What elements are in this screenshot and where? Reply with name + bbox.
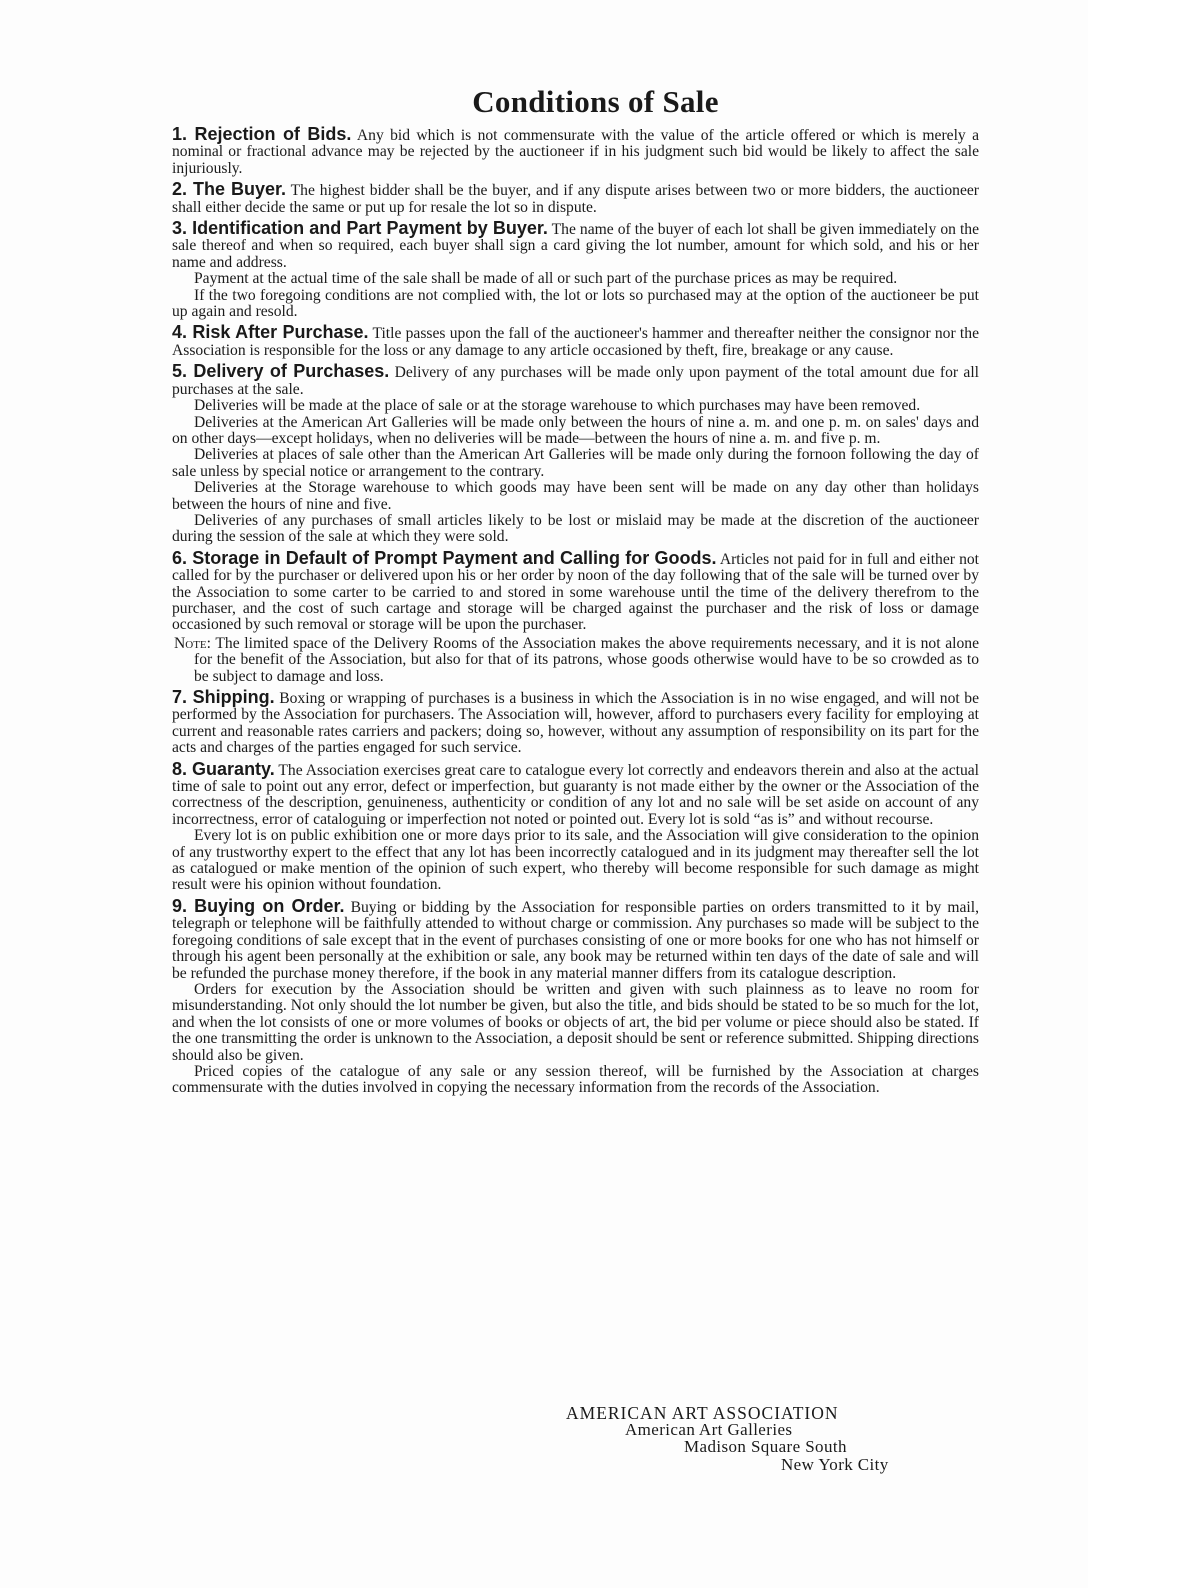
paragraph-text: Deliveries at the Storage warehouse to which goods may have been sent will be made on any day other than holidays between the hours of nine and five. — [172, 479, 979, 513]
section-the-buyer — [172, 181, 979, 216]
paragraph-text: Priced copies of the catalogue of any sale or any session thereof, will be furnished by the Association at charges commensurate with the duties involved in copying the necessary information from the records of the Association. — [172, 1062, 979, 1097]
paragraph-text: The Association exercises great care to catalogue every lot correctly and endeavors therein and also at the actual time of sale to point out any error, defect or imperfection, but guaranty is not made either by the owner or the Association of the correctness of the description, genuineness, authenticity or condition of any lot and no sale will be set aside on account of any incorrectness, error of cataloguing or imperfection not noted or pointed out. Every lot is sold “as is” and without recourse. — [172, 761, 979, 828]
section-paragraph — [172, 547, 980, 634]
section-paragraph — [172, 363, 979, 398]
paragraph-text: Buying or bidding by the Association for responsible parties on orders transmitted to it by mail, telegraph or telephone will be faithfully attended to without charge or commission. Any purchases so made will be subject to the foregoing conditions of sale except that in the event of purchases consisting of one or more books for one who has not himself or through his agent been personally at the exhibition or sale, any book may be returned within ten days of the date of sale and will be refunded the purchase money therefore, if the book in any material manner differs from its catalogue description. — [172, 898, 979, 982]
paragraph-text: If the two foregoing conditions are not complied with, the lot or lots so purchased may at the option of the auctioneer be put up again and resold. — [172, 286, 979, 321]
signature-address: Madison Square South — [684, 1437, 847, 1456]
section-paragraph — [172, 220, 979, 271]
paragraph-text: Title passes upon the fall of the auctioneer's hammer and thereafter neither the consignor nor the Association is responsible for the loss or any damage to any article occasioned by theft, fire, breakage or any cause. — [172, 325, 979, 359]
paragraph-text: Deliveries will be made at the place of sale or at the storage warehouse to which purchases may have been removed. — [194, 397, 921, 415]
paragraph-text: Deliveries at places of sale other than the American Art Galleries will be made only during the fornoon following the day of sale unless by special notice or arrangement to the contrary. — [172, 446, 979, 480]
section-heading: 3. Identification and Part Payment by Buyer. — [172, 218, 548, 239]
section-identification-and-part-payment — [172, 220, 979, 320]
conditions-body — [172, 126, 979, 1101]
paragraph-text: Payment at the actual time of the sale shall be made of all or such part of the purchase prices as may be required. — [194, 270, 898, 288]
note-label: Note: — [174, 634, 211, 652]
paragraph-text: The name of the buyer of each lot shall be given immediately on the sale thereof and when so required, each buyer shall sign a card giving the lot number, amount for which sold, and his or her name and address. — [172, 221, 979, 271]
section-rejection-of-bids — [172, 126, 979, 177]
paragraph-text: Delivery of any purchases will be made only upon payment of the total amount due for all purchases at the sale. — [172, 364, 979, 398]
section-heading: 7. Shipping. — [172, 687, 275, 707]
signature-galleries: American Art Galleries — [625, 1420, 793, 1439]
section-paragraph — [172, 758, 979, 829]
paragraph-text: The highest bidder shall be the buyer, and if any dispute arises between two or more bidders, the auctioneer shall either decide the same or put up for resale the lot so in dispute. — [172, 182, 980, 216]
paragraph-text: Deliveries at the American Art Galleries will be made only between the hours of nine a. m. and one p. m. on sales' days and on other days—except holidays, when no deliveries will be made—between the hours of nine a. m. and five p. m. — [172, 413, 979, 447]
section-buying-on-order — [172, 895, 979, 1097]
section-paragraph — [172, 126, 979, 177]
paragraph-text: Boxing or wrapping of purchases is a business in which the Association is in no wise engaged, and will not be performed by the Association for purchasers. The Association will, however, afford to purchasers every facility for employing at current and reasonable rates carriers and packers; doing so, however, without any assumption of responsibility on its part for the acts and charges of the parties engaged for such service. — [172, 690, 980, 757]
section-paragraph — [172, 689, 979, 757]
paragraph-text: Articles not paid for in full and either not called for by the purchaser or delivered upon his or her order by noon of the day following that of the sale will be turned over by the Association to some carter to be carried to and stored in some warehouse until the time of the delivery therefrom to the purchaser, and the cost of such cartage and storage will be charged against the purchaser and the risk of loss or damage occasioned by such removal or storage will be upon the purchaser. — [172, 550, 980, 634]
section-shipping — [172, 689, 979, 757]
section-risk-after-purchase — [172, 324, 979, 359]
section-heading: 8. Guaranty. — [172, 758, 275, 779]
section-heading: 6. Storage in Default of Prompt Payment and Calling for Goods. — [172, 547, 717, 568]
paragraph-text: Every lot is on public exhibition one or more days prior to its sale, and the Association will give consideration to the opinion of any trustworthy expert to the effect that any lot has been incorrectly catalogued and in its judgment may thereafter sell the lot as catalogued or make mention of the opinion of such expert, who thereby will become responsible for such damage as might result were his opinion without foundation. — [172, 827, 979, 894]
section-paragraph — [172, 324, 979, 359]
section-heading: 5. Delivery of Purchases. — [172, 361, 390, 382]
section-heading: 1. Rejection of Bids. — [172, 124, 352, 144]
page-title: Conditions of Sale — [472, 84, 719, 119]
paragraph-text: Deliveries of any purchases of small articles likely to be lost or mislaid may be made at the discretion of the auctioneer during the session of the sale at which they were sold. — [172, 511, 979, 546]
paragraph-text: Orders for execution by the Association should be written and given with such plainness as to leave no room for misunderstanding. Not only should the lot number be given, but also the title, and bids should be stated to be so much for the lot, and when the lot consists of one or more volumes of books or objects of art, the bid per volume or piece should also be stated. If the one transmitting the order is unknown to the Association, a deposit should be sent or reference submitted. Shipping directions should also be given. — [172, 980, 979, 1064]
note-paragraph — [172, 636, 979, 685]
section-paragraph — [172, 895, 979, 982]
paragraph-text: Any bid which is not commensurate with the value of the article offered or which is merely a nominal or fractional advance may be rejected by the auctioneer if in his judgment such bid would be likely to affect the sale injuriously. — [172, 127, 979, 177]
section-delivery-of-purchases — [172, 363, 979, 545]
section-guaranty — [172, 758, 979, 894]
section-heading: 9. Buying on Order. — [172, 895, 345, 916]
signature-organization: AMERICAN ART ASSOCIATION — [566, 1403, 839, 1423]
section-heading: 2. The Buyer. — [172, 179, 287, 200]
section-heading: 4. Risk After Purchase. — [172, 322, 369, 343]
section-storage-in-default — [172, 547, 980, 685]
section-paragraph — [172, 181, 979, 216]
signature-city: New York City — [781, 1455, 889, 1474]
note-text: The limited space of the Delivery Rooms of the Association makes the above requirements necessary, and it is not alone for the benefit of the Association, but also for that of its patrons, whose goods otherwise would have to be so crowded as to be subject to damage and loss. — [194, 634, 979, 685]
